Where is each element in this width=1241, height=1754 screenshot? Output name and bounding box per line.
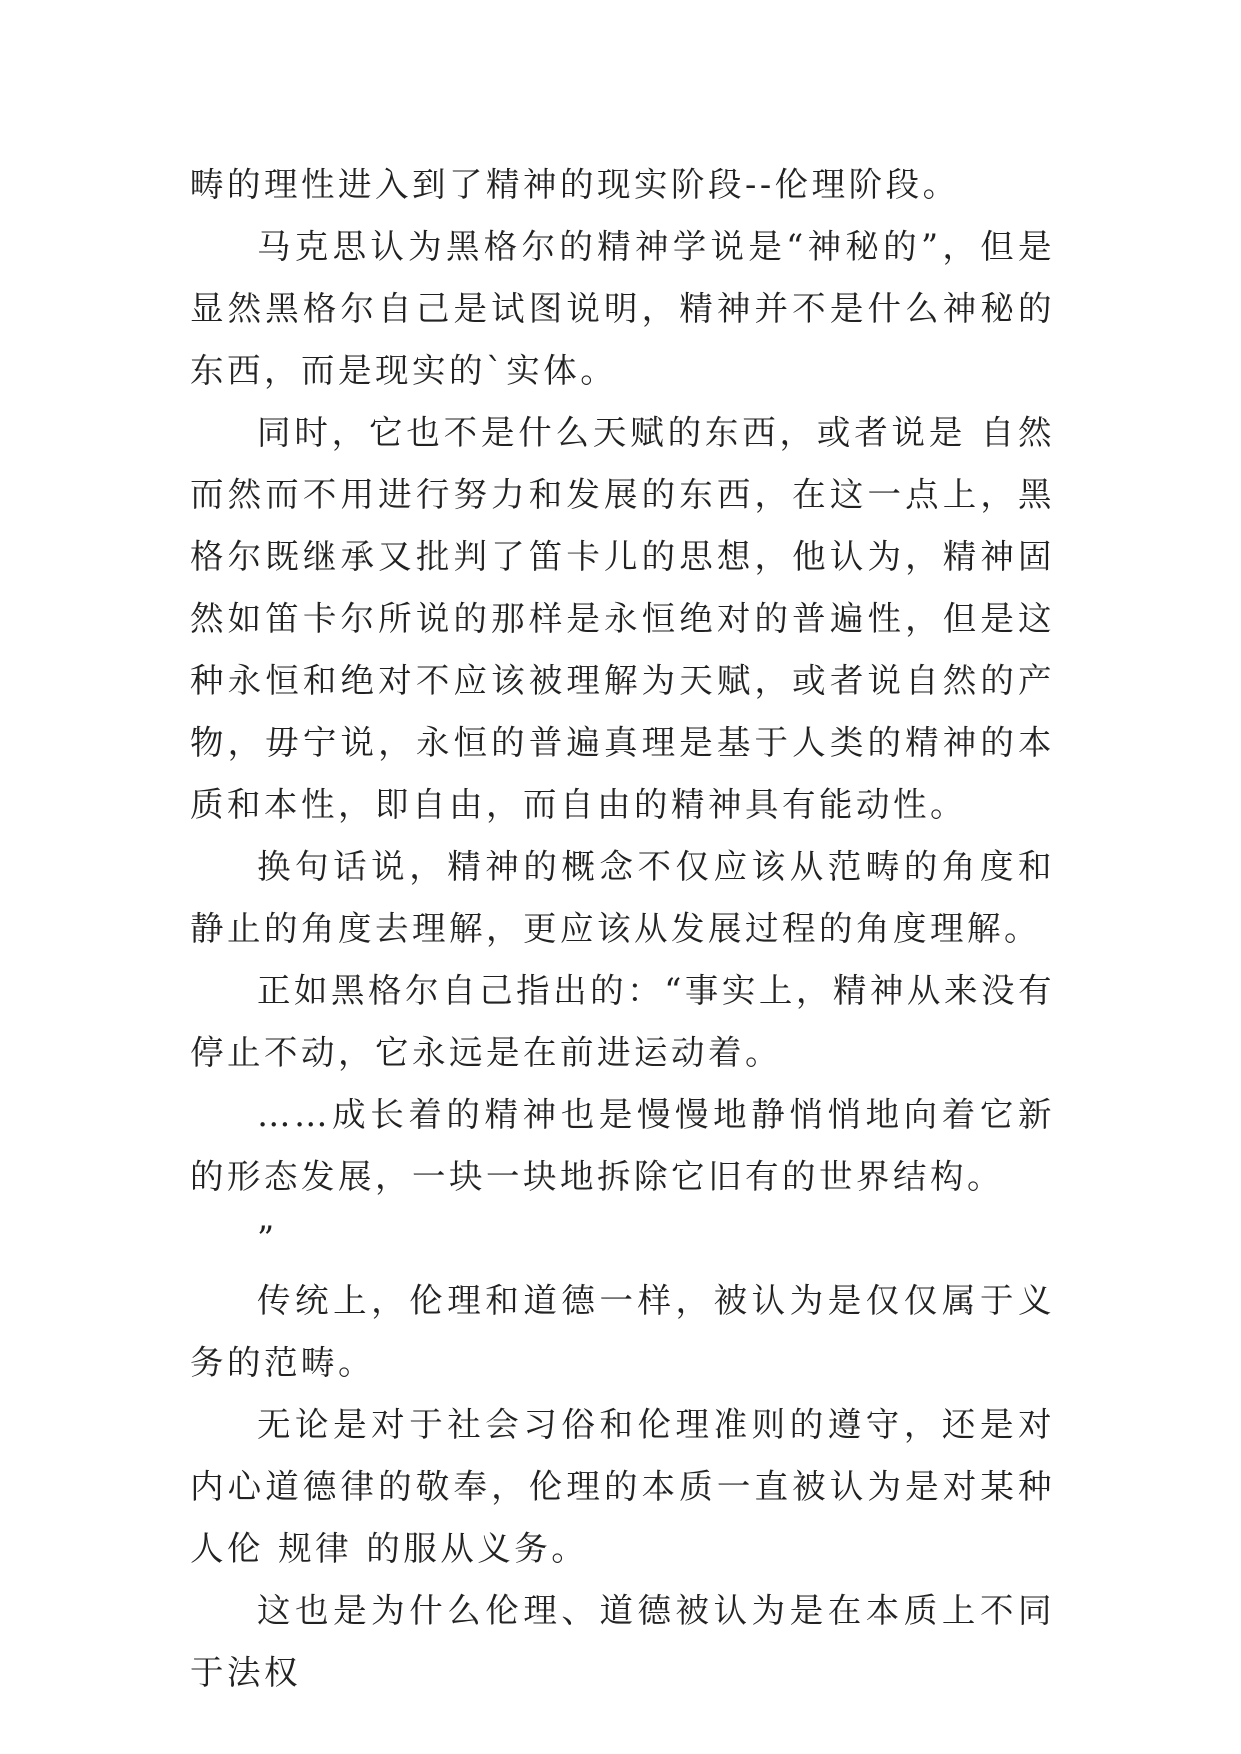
paragraph-7: ” bbox=[257, 1219, 278, 1258]
paragraph-3: 同时，它也不是什么天赋的东西，或者说是 自然 而然而不用进行努力和发展的东西，在这一点上，黑格尔既继承又批判了笛卡儿的思想，他认为，精神固然如笛卡尔所说的那样是永恒绝对的普遍性，但是这种永恒和绝对不应该被理解为天赋，或者说自然的产物，毋宁说，永恒的普遍真理是基于人类的精神的本质和本性，即自由，而自由的精神具有能动性。 bbox=[190, 413, 1055, 824]
paragraph-6: ……成长着的精神也是慢慢地静悄悄地向着它新的形态发展，一块一块地拆除它旧有的世界结构。 bbox=[190, 1095, 1055, 1196]
paragraph-9: 无论是对于社会习俗和伦理准则的遵守，还是对内心道德律的敬奉，伦理的本质一直被认为是对某种人伦 规律 的服从义务。 bbox=[190, 1405, 1055, 1568]
paragraph-10: 这也是为什么伦理、道德被认为是在本质上不同于法权 bbox=[190, 1591, 1055, 1692]
paragraph-5: 正如黑格尔自己指出的：“事实上，精神从来没有停止不动，它永远是在前进运动着。 bbox=[190, 971, 1055, 1072]
paragraph-1: 畴的理性进入到了精神的现实阶段--伦理阶段。 bbox=[190, 165, 960, 204]
paragraph-4: 换句话说，精神的概念不仅应该从范畴的角度和静止的角度去理解，更应该从发展过程的角度理解。 bbox=[190, 847, 1055, 948]
body-text bbox=[190, 154, 1055, 1704]
paragraph-8: 传统上，伦理和道德一样，被认为是仅仅属于义务的范畴。 bbox=[190, 1281, 1055, 1382]
paragraph-2: 马克思认为黑格尔的精神学说是“神秘的”，但是显然黑格尔自己是试图说明，精神并不是什么神秘的东西，而是现实的`实体。 bbox=[190, 227, 1055, 390]
